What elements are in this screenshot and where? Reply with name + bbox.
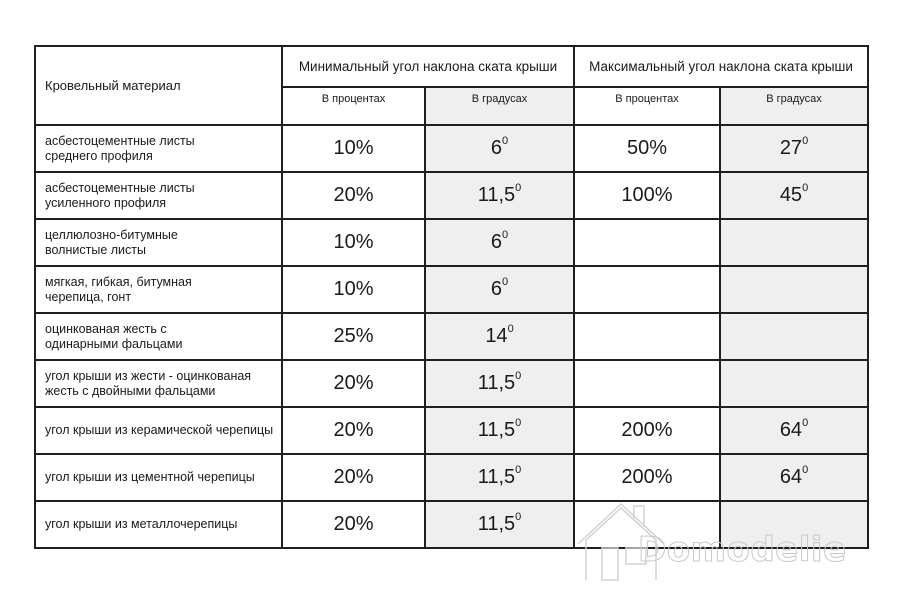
material-line-1: угол крыши из металлочерепицы <box>45 517 238 531</box>
header-min-angle: Минимальный угол наклона ската крыши <box>282 46 574 87</box>
header-min-percent: В процентах <box>282 87 425 125</box>
value-text: 10% <box>333 137 374 159</box>
header-max-degrees: В градусах <box>720 87 868 125</box>
degree-mark: 0 <box>515 182 522 195</box>
min-percent-cell <box>282 266 425 313</box>
min-degrees-cell <box>425 360 574 407</box>
degree-mark: 0 <box>802 464 809 477</box>
material-line-2: волнистые листы <box>45 242 146 257</box>
material-line-1: оцинкованая жесть с <box>45 321 167 336</box>
material-line-1: мягкая, гибкая, битумная <box>45 274 192 289</box>
material-cell <box>35 407 282 454</box>
value-text: 64 <box>779 419 803 441</box>
min-degrees-cell <box>425 407 574 454</box>
degree-mark: 0 <box>507 323 514 336</box>
value-text: 64 <box>779 466 803 488</box>
value-text: 10% <box>333 231 374 253</box>
max-degrees-cell <box>720 219 868 266</box>
degree-mark: 0 <box>515 370 522 383</box>
table-row <box>35 407 868 454</box>
max-degrees-cell <box>720 407 868 454</box>
table-row <box>35 313 868 360</box>
min-percent-cell <box>282 407 425 454</box>
min-degrees-cell <box>425 454 574 501</box>
degree-mark: 0 <box>502 276 509 289</box>
value-text: 14 <box>485 325 508 347</box>
min-degrees-cell <box>425 266 574 313</box>
watermark-text: Domodelie <box>638 530 847 570</box>
value-text: 20% <box>333 372 374 394</box>
material-cell <box>35 172 282 219</box>
material-cell <box>35 219 282 266</box>
value-text: 11,5 <box>477 184 516 206</box>
value-text: 6 <box>490 278 502 300</box>
value-text: 10% <box>333 278 374 300</box>
header-material: Кровельный материал <box>35 46 282 125</box>
value-text: 20% <box>333 466 374 488</box>
max-percent-cell <box>574 454 720 501</box>
material-line-1: угол крыши из цементной черепицы <box>45 470 255 484</box>
max-percent-cell <box>574 501 720 548</box>
max-percent-cell <box>574 172 720 219</box>
material-cell <box>35 125 282 172</box>
value-text: 20% <box>333 513 374 535</box>
max-percent-cell <box>574 407 720 454</box>
min-degrees-cell <box>425 172 574 219</box>
max-percent-cell <box>574 266 720 313</box>
min-degrees-cell <box>425 501 574 548</box>
max-degrees-cell <box>720 454 868 501</box>
header-max-angle: Максимальный угол наклона ската крыши <box>574 46 868 87</box>
table-row <box>35 501 868 548</box>
material-line-1: угол крыши из жести - оцинкованая <box>45 368 252 383</box>
max-degrees-cell <box>720 501 868 548</box>
table-row <box>35 360 868 407</box>
material-line-2: усиленного профиля <box>45 195 167 210</box>
min-percent-cell <box>282 219 425 266</box>
header-min-degrees: В градусах <box>425 87 574 125</box>
table-row <box>35 125 868 172</box>
material-line-2: жесть с двойными фальцами <box>45 383 216 398</box>
material-cell <box>35 313 282 360</box>
material-line-2: одинарными фальцами <box>45 336 183 351</box>
min-degrees-cell <box>425 313 574 360</box>
min-percent-cell <box>282 172 425 219</box>
degree-mark: 0 <box>802 135 809 148</box>
table-row <box>35 454 868 501</box>
degree-mark: 0 <box>502 229 509 242</box>
value-text: 45 <box>779 184 803 206</box>
min-percent-cell <box>282 501 425 548</box>
value-text: 25% <box>333 325 374 347</box>
material-cell <box>35 360 282 407</box>
value-text: 200% <box>621 419 673 441</box>
value-text: 50% <box>626 137 668 159</box>
material-line-2: среднего профиля <box>45 148 153 163</box>
max-percent-cell <box>574 360 720 407</box>
max-percent-cell <box>574 313 720 360</box>
value-text: 100% <box>621 184 673 206</box>
table-row <box>35 266 868 313</box>
min-degrees-cell <box>425 125 574 172</box>
value-text: 11,5 <box>477 513 516 535</box>
roof-slope-table <box>34 45 869 549</box>
max-degrees-cell <box>720 313 868 360</box>
header-max-percent: В процентах <box>574 87 720 125</box>
min-percent-cell <box>282 125 425 172</box>
material-cell <box>35 454 282 501</box>
min-percent-cell <box>282 360 425 407</box>
table-row <box>35 219 868 266</box>
degree-mark: 0 <box>515 464 522 477</box>
material-line-1: целлюлозно-битумные <box>45 227 178 242</box>
value-text: 20% <box>333 184 374 206</box>
value-text: 20% <box>333 419 374 441</box>
min-percent-cell <box>282 313 425 360</box>
max-degrees-cell <box>720 360 868 407</box>
material-cell <box>35 501 282 548</box>
degree-mark: 0 <box>515 511 522 524</box>
min-percent-cell <box>282 454 425 501</box>
max-degrees-cell <box>720 125 868 172</box>
material-line-1: угол крыши из керамической черепицы <box>45 423 274 437</box>
max-degrees-cell <box>720 266 868 313</box>
min-degrees-cell <box>425 219 574 266</box>
table-row <box>35 172 868 219</box>
max-percent-cell <box>574 125 720 172</box>
material-line-1: асбестоцементные листы <box>45 133 195 148</box>
value-text: 11,5 <box>477 466 516 488</box>
value-text: 200% <box>621 466 673 488</box>
material-line-1: асбестоцементные листы <box>45 180 195 195</box>
degree-mark: 0 <box>802 182 809 195</box>
value-text: 6 <box>490 137 502 159</box>
material-cell <box>35 266 282 313</box>
value-text: 6 <box>490 231 502 253</box>
material-line-2: черепица, гонт <box>45 289 132 304</box>
degree-mark: 0 <box>802 417 809 430</box>
value-text: 11,5 <box>477 419 516 441</box>
degree-mark: 0 <box>515 417 522 430</box>
max-degrees-cell <box>720 172 868 219</box>
value-text: 27 <box>779 137 803 159</box>
degree-mark: 0 <box>502 135 509 148</box>
value-text: 11,5 <box>477 372 516 394</box>
max-percent-cell <box>574 219 720 266</box>
